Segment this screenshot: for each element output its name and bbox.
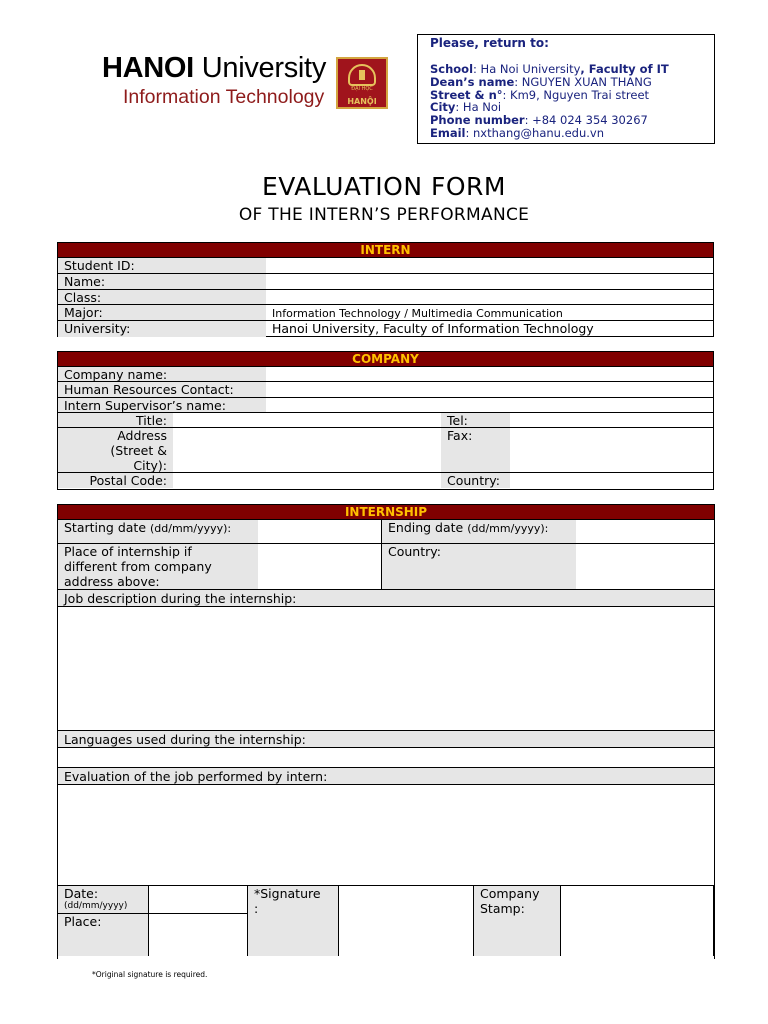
start-date-field[interactable]: [258, 520, 382, 543]
class-label: Class:: [58, 290, 266, 304]
class-field[interactable]: [266, 290, 713, 304]
evaluation-label: Evaluation of the job performed by intern:: [64, 769, 328, 784]
fax-label: Fax:: [441, 428, 510, 472]
company-section: [57, 351, 714, 490]
major-row: [58, 305, 713, 321]
name-label: Name:: [58, 274, 266, 289]
company-country-field[interactable]: [510, 473, 713, 488]
place-sign-label: Place:: [58, 914, 148, 956]
return-school: School: Ha Noi University, Faculty of IT: [430, 62, 669, 76]
return-address-box: [417, 34, 715, 144]
logo-university-name: HANOI University: [102, 52, 327, 84]
title-label: Title:: [58, 413, 173, 427]
class-row: [58, 290, 713, 305]
postal-country-row: [58, 473, 713, 488]
job-desc-field[interactable]: [58, 607, 714, 731]
end-date-field[interactable]: [576, 520, 714, 543]
job-desc-header: [58, 590, 714, 607]
start-date-label: Starting date (dd/mm/yyyy):: [58, 520, 258, 543]
hr-contact-row: [58, 382, 713, 398]
university-seal-icon: ĐẠI HỌC HANỘI: [336, 57, 388, 109]
form-title: EVALUATION FORM: [261, 172, 506, 201]
date-label: Date: (dd/mm/yyyy): [58, 886, 148, 914]
address-fax-row: [58, 428, 713, 473]
place-sign-field[interactable]: [148, 914, 248, 956]
stamp-field[interactable]: [560, 886, 714, 956]
fax-field[interactable]: [510, 428, 713, 472]
supervisor-label: Intern Supervisor’s name:: [58, 398, 266, 412]
major-label: Major:: [58, 305, 266, 320]
dates-row: [58, 520, 714, 544]
return-email: Email: nxthang@hanu.edu.vn: [430, 125, 605, 140]
footnote: *Original signature is required.: [92, 970, 208, 979]
supervisor-row: [58, 398, 713, 413]
end-date-label: Ending date (dd/mm/yyyy):: [382, 520, 576, 543]
languages-label: Languages used during the internship:: [64, 732, 306, 747]
company-heading: COMPANY: [58, 352, 713, 367]
place-row: [58, 544, 714, 590]
name-row: [58, 274, 713, 290]
name-field[interactable]: [266, 274, 713, 289]
university-label: University:: [58, 321, 266, 337]
postal-field[interactable]: [173, 473, 441, 488]
company-name-row: [58, 367, 713, 382]
internship-heading: INTERNSHIP: [58, 505, 714, 520]
return-title: Please, return to:: [430, 36, 549, 50]
company-name-field[interactable]: [266, 367, 713, 381]
place-label: Place of internship if different from company address above:: [58, 544, 258, 589]
intern-section: [57, 242, 714, 337]
tel-label: Tel:: [441, 413, 510, 427]
languages-field[interactable]: [58, 748, 714, 768]
return-street: Street & n°: Km9, Nguyen Trai street: [430, 87, 650, 102]
student-id-row: [58, 258, 713, 274]
address-label: Address (Street & City):: [58, 428, 173, 472]
hr-contact-label: Human Resources Contact:: [58, 382, 266, 397]
evaluation-header: [58, 768, 714, 785]
title-tel-row: [58, 413, 713, 428]
university-value[interactable]: Hanoi University, Faculty of Information Technology: [272, 321, 594, 336]
supervisor-field[interactable]: [266, 398, 713, 412]
signature-row: [58, 886, 714, 957]
company-name-label: Company name:: [58, 367, 266, 381]
signature-field[interactable]: [338, 886, 474, 956]
student-id-field[interactable]: [266, 258, 713, 273]
stamp-label: Company Stamp:: [474, 886, 560, 956]
date-field[interactable]: [148, 886, 248, 914]
evaluation-field[interactable]: [58, 785, 714, 886]
intern-heading: INTERN: [58, 243, 713, 258]
major-value[interactable]: Information Technology / Multimedia Communication: [272, 307, 563, 320]
title-field[interactable]: [173, 413, 441, 427]
return-phone: Phone number: +84 024 354 30267: [430, 113, 648, 128]
internship-section: [57, 504, 715, 959]
form-subtitle: OF THE INTERN’S PERFORMANCE: [238, 205, 530, 225]
university-row: [58, 321, 713, 337]
return-city: City: Ha Noi: [430, 100, 502, 115]
student-id-label: Student ID:: [58, 258, 266, 273]
job-desc-label: Job description during the internship:: [64, 591, 297, 606]
hr-contact-field[interactable]: [266, 382, 713, 397]
languages-header: [58, 731, 714, 748]
address-field[interactable]: [173, 428, 441, 472]
company-country-label: Country:: [441, 473, 510, 488]
return-dean: Dean’s name: NGUYEN XUAN THANG: [430, 74, 652, 89]
logo-faculty-name: Information Technology: [123, 86, 325, 108]
internship-country-label: Country:: [382, 544, 576, 589]
internship-country-field[interactable]: [576, 544, 714, 589]
signature-label: *Signature :: [248, 886, 338, 956]
postal-label: Postal Code:: [58, 473, 173, 488]
place-field[interactable]: [258, 544, 382, 589]
tel-field[interactable]: [510, 413, 713, 427]
